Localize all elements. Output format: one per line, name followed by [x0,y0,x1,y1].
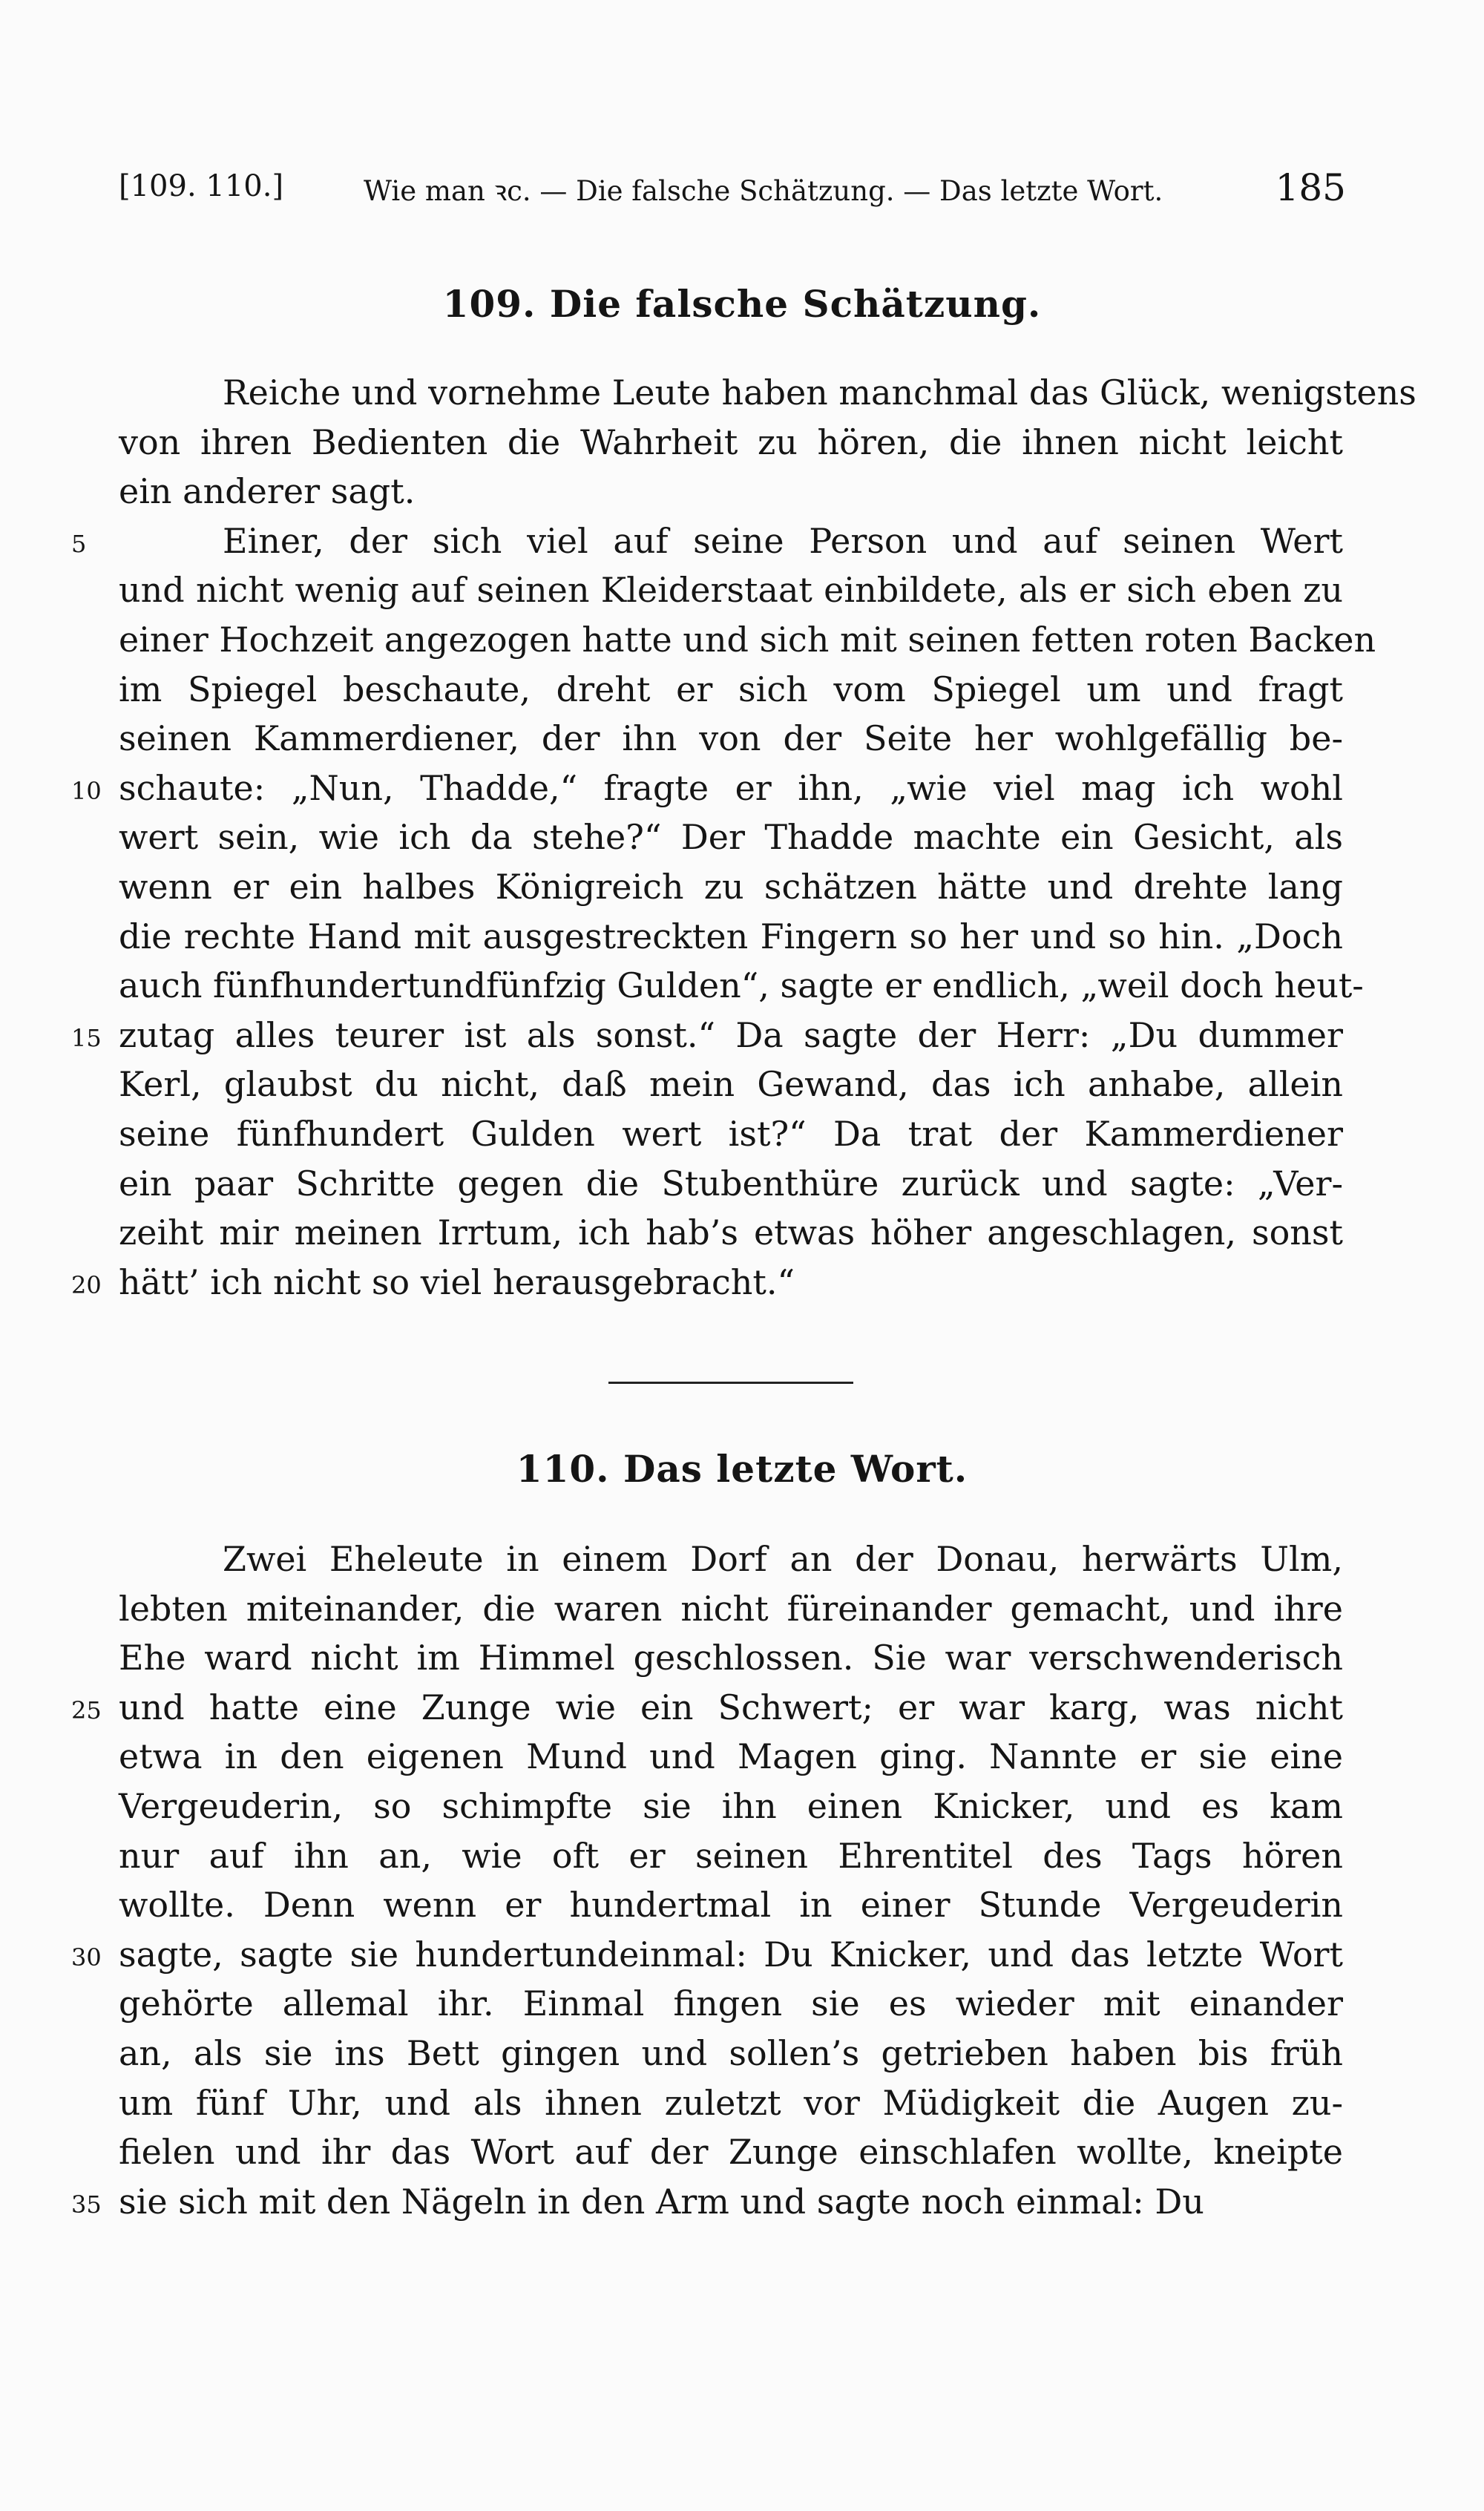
text-line: Ehe ward nicht im Himmel geschlossen. Sie war verschwenderisch [119,1638,1343,1678]
running-title: Wie man ꝛc. — Die falsche Schätzung. — Das letzte Wort. [364,175,1163,207]
text-line: ein anderer sagt. [119,471,416,511]
text-line: seine fünfhundert Gulden wert ist?“ Da trat der Kammerdiener [119,1114,1343,1154]
text-line: lebten miteinander, die waren nicht füreinander gemacht, und ihre [119,1589,1343,1629]
text-line: um fünf Uhr, und als ihnen zuletzt vor Müdigkeit die Augen zu- [119,2083,1343,2123]
section-heading: 109. Die falsche Schätzung. [442,282,1042,326]
text-line: und hatte eine Zunge wie ein Schwert; er war karg, was nicht [119,1687,1343,1727]
text-line: von ihren Bedienten die Wahrheit zu hören, die ihnen nicht leicht [119,422,1343,462]
line-number: 5 [71,530,87,558]
text-line: ein paar Schritte gegen die Stubenthüre zurück und sagte: „Ver- [119,1163,1343,1204]
line-number: 10 [71,777,102,805]
text-line: zeiht mir meinen Irrtum, ich hab’s etwas höher angeschlagen, sonst [119,1212,1343,1253]
text-line: einer Hochzeit angezogen hatte und sich mit seinen fetten roten Backen [119,620,1376,660]
text-line: Zwei Eheleute in einem Dorf an der Donau, herwärts Ulm, [223,1539,1343,1579]
text-line: fielen und ihr das Wort auf der Zunge einschlafen wollte, kneipte [119,2132,1343,2172]
text-line: etwa in den eigenen Mund und Magen ging. Nannte er sie eine [119,1736,1343,1776]
text-line: sie sich mit den Nägeln in den Arm und sagte noch einmal: Du [119,2182,1204,2222]
text-line: schaute: „Nun, Thadde,“ fragte er ihn, „wie viel mag ich wohl [119,768,1343,808]
text-line: sagte, sagte sie hundertundeinmal: Du Knicker, und das letzte Wort [119,1934,1343,1975]
text-line: seinen Kammerdiener, der ihn von der Seite her wohlgefällig be- [119,718,1343,758]
line-number: 30 [71,1943,102,1972]
line-number: 20 [71,1271,102,1299]
page-number: 185 [1275,166,1346,209]
section-range: [109. 110.] [119,169,284,203]
line-number: 25 [71,1696,102,1724]
text-line: wenn er ein halbes Königreich zu schätzen hätte und drehte lang [119,867,1343,907]
line-number: 15 [71,1024,102,1052]
section-divider [608,1382,853,1384]
text-line: wollte. Denn wenn er hundertmal in einer Stunde Vergeuderin [119,1885,1343,1925]
text-line: im Spiegel beschaute, dreht er sich vom Spiegel um und fragt [119,669,1343,709]
text-line: Einer, der sich viel auf seine Person und auf seinen Wert [223,521,1343,561]
text-line: Reiche und vornehme Leute haben manchmal das Glück, wenigstens [223,372,1416,413]
text-line: und nicht wenig auf seinen Kleiderstaat einbildete, als er sich eben zu [119,570,1343,610]
text-line: nur auf ihn an, wie oft er seinen Ehrentitel des Tags hören [119,1836,1343,1876]
text-line: die rechte Hand mit ausgestreckten Fingern so her und so hin. „Doch [119,916,1343,956]
running-head [119,166,1346,221]
text-line: zutag alles teurer ist als sonst.“ Da sagte der Herr: „Du dummer [119,1015,1343,1055]
text-line: Kerl, glaubst du nicht, daß mein Gewand, das ich anhabe, allein [119,1064,1343,1104]
text-line: gehörte allemal ihr. Einmal fingen sie es wieder mit einander [119,1983,1343,2023]
section-heading: 110. Das letzte Wort. [516,1447,968,1491]
line-number: 35 [71,2190,102,2219]
text-line: an, als sie ins Bett gingen und sollen’s getrieben haben bis früh [119,2033,1343,2073]
text-line: Vergeuderin, so schimpfte sie ihn einen Knicker, und es kam [119,1786,1343,1826]
text-line: auch fünfhundertundfünfzig Gulden“, sagte er endlich, „weil doch heut- [119,965,1364,1005]
text-line: hätt’ ich nicht so viel herausgebracht.“ [119,1262,795,1302]
text-line: wert sein, wie ich da stehe?“ Der Thadde machte ein Gesicht, als [119,817,1343,857]
